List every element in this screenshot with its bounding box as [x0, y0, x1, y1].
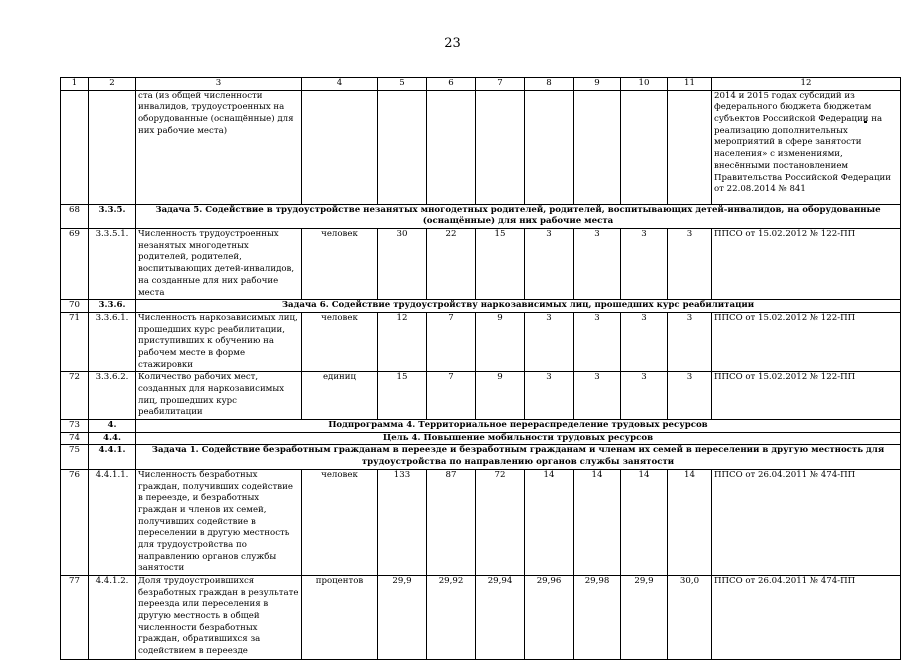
value-cell: 30	[378, 229, 427, 300]
value-cell: 9	[476, 312, 525, 371]
subprogram-row	[61, 420, 901, 433]
value-cell: 72	[476, 469, 525, 575]
header-cell: 2	[89, 78, 136, 91]
header-cell: 5	[378, 78, 427, 91]
value-cell: 9	[476, 372, 525, 420]
goal-row	[61, 432, 901, 445]
unit: процентов	[302, 576, 378, 660]
page-number: 23	[444, 36, 461, 51]
indicator-name: Численность трудоустроенных незанятых многодетных родителей, родителей, воспитывающих детей-инвалидов, на созданные для них рабочие места	[136, 229, 302, 300]
value-cell: 15	[476, 229, 525, 300]
value-cell: 3	[668, 229, 712, 300]
value-cell: 7	[427, 312, 476, 371]
source-document: ППСО от 26.04.2011 № 474-ПП	[712, 469, 901, 575]
indicator-name: Численность безработных граждан, получивших содействие в переезде, и безработных граждан и членов их семей, получивших содействие в переселении в другую местность для трудоустройства по направлению органов службы занятости	[136, 469, 302, 575]
source-document: ППСО от 15.02.2012 № 122-ПП	[712, 312, 901, 371]
row-number: 75	[61, 445, 89, 469]
goal-title: Цель 4. Повышение мобильности трудовых ресурсов	[136, 432, 901, 445]
value-cell: 3	[574, 229, 621, 300]
row-number: 74	[61, 432, 89, 445]
row-code: 4.4.1.	[89, 445, 136, 469]
unit: человек	[302, 229, 378, 300]
header-cell: 8	[525, 78, 574, 91]
value-cell: 7	[427, 372, 476, 420]
value-cell: 30,0	[668, 576, 712, 660]
header-cell: 10	[621, 78, 668, 91]
value-cell: 133	[378, 469, 427, 575]
row-number: 73	[61, 420, 89, 433]
value-cell: 29,96	[525, 576, 574, 660]
value-cell: 87	[427, 469, 476, 575]
value-cell: 3	[525, 312, 574, 371]
value-cell: 3	[525, 372, 574, 420]
header-cell: 3	[136, 78, 302, 91]
value-cell: 22	[427, 229, 476, 300]
row-number: 68	[61, 204, 89, 228]
value-cell: 14	[574, 469, 621, 575]
value-cell: 14	[621, 469, 668, 575]
table-row	[61, 469, 901, 575]
row-number: 77	[61, 576, 89, 660]
header-cell: 12	[712, 78, 901, 91]
row-code: 3.3.6.2.	[89, 372, 136, 420]
header-cell: 6	[427, 78, 476, 91]
row-number: 69	[61, 229, 89, 300]
value-cell: 3	[668, 372, 712, 420]
value-cell: 29,98	[574, 576, 621, 660]
row-number: 72	[61, 372, 89, 420]
task-row	[61, 204, 901, 228]
value-cell: 3	[621, 229, 668, 300]
header-row	[61, 78, 901, 91]
header-cell: 4	[302, 78, 378, 91]
row-code: 4.	[89, 420, 136, 433]
value-cell: 14	[668, 469, 712, 575]
row-number: 71	[61, 312, 89, 371]
value-cell: 3	[574, 372, 621, 420]
row-code: 3.3.5.1.	[89, 229, 136, 300]
row-code: 3.3.6.1.	[89, 312, 136, 371]
source-document: ППСО от 15.02.2012 № 122-ПП	[712, 229, 901, 300]
task-row	[61, 300, 901, 313]
header-cell: 11	[668, 78, 712, 91]
header-cell: 7	[476, 78, 525, 91]
task-row	[61, 445, 901, 469]
row-code: 4.4.1.1.	[89, 469, 136, 575]
table-row	[61, 576, 901, 660]
value-cell: 12	[378, 312, 427, 371]
value-cell: 3	[668, 312, 712, 371]
indicators-table	[60, 77, 901, 660]
table-row	[61, 229, 901, 300]
subprogram-title: Подпрограмма 4. Территориальное перераспределение трудовых ресурсов	[136, 420, 901, 433]
value-cell: 3	[574, 312, 621, 371]
header-cell: 1	[61, 78, 89, 91]
table-row	[61, 312, 901, 371]
table-row	[61, 90, 901, 204]
indicator-name: ста (из общей численности инвалидов, трудоустроенных на оборудованные (оснащённые) для них рабочие места)	[136, 90, 302, 204]
unit: человек	[302, 312, 378, 371]
task-title: Задача 6. Содействие трудоустройству наркозависимых лиц, прошедших курс реабилитации	[136, 300, 901, 313]
row-code: 3.3.5.	[89, 204, 136, 228]
source-document: ППСО от 26.04.2011 № 474-ПП	[712, 576, 901, 660]
value-cell: 3	[621, 372, 668, 420]
task-title: Задача 1. Содействие безработным гражданам в переезде и безработным гражданам и членам их семей в переселении в другую местность для трудоустройства по направлению органов службы занятости	[136, 445, 901, 469]
task-title: Задача 5. Содействие в трудоустройстве незанятых многодетных родителей, родителей, воспитывающих детей-инвалидов, на оборудованные (оснащённые) для них рабочие места	[136, 204, 901, 228]
value-cell: 29,9	[378, 576, 427, 660]
unit: человек	[302, 469, 378, 575]
indicator-name: Численность наркозависимых лиц, прошедших курс реабилитации, приступивших к обучению на рабочем месте в форме стажировки	[136, 312, 302, 371]
source-document: 2014 и 2015 годах субсидий из федерального бюджета бюджетам субъектов Российской Федерации на реализацию дополнительных мероприятий в сфере занятости населения» с изменениями, внесёнными постановлением Правительства Российской Федерации от 22.08.2014 № 841	[712, 90, 901, 204]
value-cell: 15	[378, 372, 427, 420]
value-cell: 29,94	[476, 576, 525, 660]
indicator-name: Доля трудоустроившихся безработных граждан в результате переезда или переселения в другую местность в общей численности безработных граждан, обратившихся за содействием в переезде	[136, 576, 302, 660]
value-cell: 29,92	[427, 576, 476, 660]
value-cell: 29,9	[621, 576, 668, 660]
value-cell: 3	[621, 312, 668, 371]
row-code: 3.3.6.	[89, 300, 136, 313]
row-number: 70	[61, 300, 89, 313]
unit: единиц	[302, 372, 378, 420]
value-cell: 14	[525, 469, 574, 575]
row-code: 4.4.1.2.	[89, 576, 136, 660]
value-cell: 3	[525, 229, 574, 300]
row-code: 4.4.	[89, 432, 136, 445]
row-number: 76	[61, 469, 89, 575]
header-cell: 9	[574, 78, 621, 91]
indicator-name: Количество рабочих мест, созданных для наркозависимых лиц, прошедших курс реабилитации	[136, 372, 302, 420]
source-document: ППСО от 15.02.2012 № 122-ПП	[712, 372, 901, 420]
table-row	[61, 372, 901, 420]
